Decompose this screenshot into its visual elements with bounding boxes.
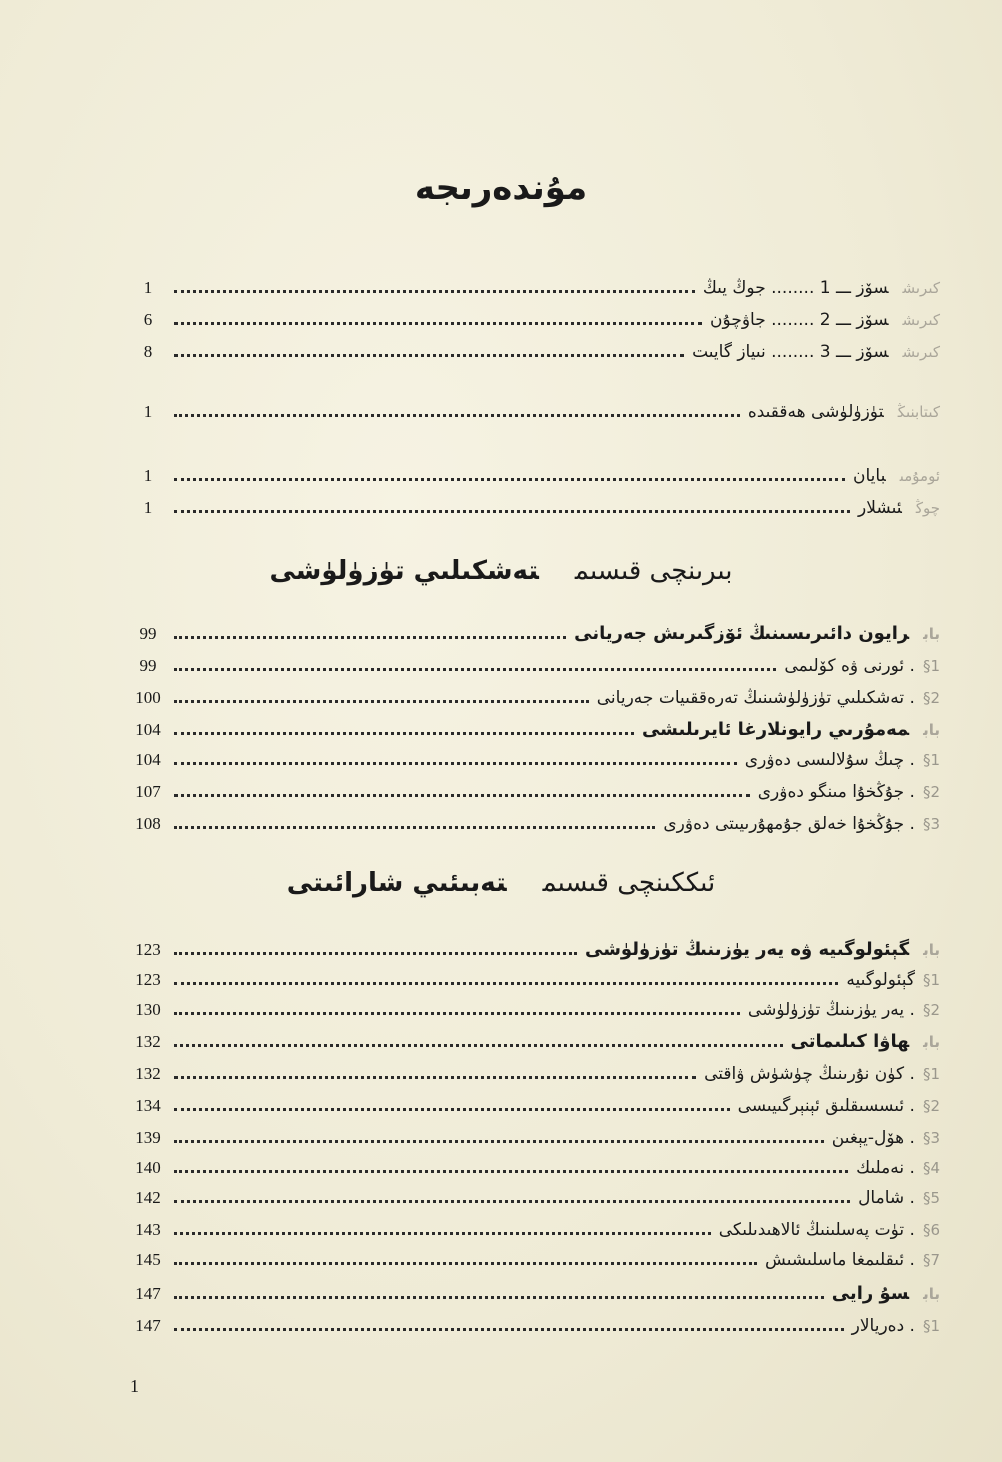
toc-section-mark: 1§ (922, 751, 940, 769)
toc-entry-title: گېئولوگىيە (846, 970, 915, 990)
toc-entry (128, 464, 940, 488)
toc-entry-text (748, 400, 940, 424)
leader-dots (174, 1328, 844, 1331)
toc-page-number: 132 (135, 1032, 161, 1051)
toc-entry-text (784, 654, 940, 678)
toc-entry-title: سۆز ـــ 3 ........ نىياز گايىت (692, 342, 889, 362)
leader-dots (174, 636, 566, 639)
toc-section-mark: 1§ (922, 657, 940, 675)
toc-entry-text (692, 340, 940, 364)
toc-entry (128, 1126, 940, 1150)
toc-entry-title: . تۈت پەسلىنىڭ ئالاھىدىلىكى (718, 1220, 915, 1240)
leader-dots (174, 1200, 850, 1203)
toc-page-number: 1 (143, 402, 153, 421)
part-2-label: ئىككىنچى قىسىم (542, 868, 716, 898)
toc-section-mark: 6§ (922, 1221, 940, 1239)
toc-entry-prefix: چوڭ (915, 499, 940, 517)
toc-page-number: 1 (143, 278, 153, 297)
toc-entry (128, 968, 940, 992)
toc-entry-title: . نەملىك (856, 1158, 915, 1178)
toc-section-mark: 4§ (922, 1159, 940, 1177)
toc-entry-text (574, 622, 940, 646)
toc-entry-title: . جۇڭخۇا خەلق جۇمھۇرىيىتى دەۋرى (663, 814, 915, 834)
toc-entry (128, 1248, 940, 1272)
leader-dots (174, 1262, 757, 1265)
toc-entry (128, 1282, 940, 1306)
toc-entry (128, 400, 940, 424)
toc-entry-title: . ئىقلىمغا ماسلىشىش (765, 1250, 915, 1270)
toc-page-number: 6 (143, 310, 153, 329)
toc-page-number: 1 (143, 466, 153, 485)
toc-entry-title: . كۈن نۇرىنىڭ چۈشۈش ۋاقتى (704, 1064, 915, 1084)
toc-page-number: 132 (135, 1064, 161, 1083)
toc-page-number: 108 (135, 814, 161, 833)
leader-dots (174, 762, 737, 765)
toc-page-number: 8 (143, 342, 153, 361)
toc-entry (128, 308, 940, 332)
toc-entry-text (853, 464, 940, 488)
toc-entry-title: . تەشكىلىي تۈزۈلۈشىنىڭ تەرەققىيات جەريانى (596, 688, 915, 708)
leader-dots (174, 1140, 824, 1143)
part-1-label: بىرىنچى قىسىم (574, 556, 733, 586)
toc-page-number: 99 (139, 624, 157, 643)
toc-page-number: 143 (135, 1220, 161, 1239)
toc-entry-title: گېئولوگىيە ۋە يەر يۈزىنىڭ تۈزۈلۈشى (585, 939, 910, 960)
toc-entry-text (791, 1030, 940, 1054)
leader-dots (174, 1076, 696, 1079)
toc-entry-title: . ئىسسىقلىق ئېنېرگىيىسى (737, 1096, 915, 1116)
toc-entry (128, 812, 940, 836)
toc-section-mark: 3§ (922, 815, 940, 833)
toc-entry-prefix: باب (923, 1033, 940, 1051)
toc-entry (128, 1030, 940, 1054)
leader-dots (174, 414, 740, 417)
toc-entry-text (748, 998, 940, 1022)
toc-entry-prefix: كىرىش (902, 311, 940, 329)
page-number: 1 (130, 1376, 139, 1396)
leader-dots (174, 1108, 730, 1111)
toc-section-mark: 1§ (922, 971, 940, 989)
toc-entry-text (703, 276, 940, 300)
toc-entry-title: . چىڭ سۇلالىسى دەۋرى (744, 750, 915, 770)
toc-entry-text (597, 686, 940, 710)
toc-page-number: 1 (143, 498, 153, 517)
toc-entry (128, 340, 940, 364)
toc-entry (128, 1062, 940, 1086)
part-1-heading (0, 556, 1002, 586)
leader-dots (174, 982, 838, 985)
part-1-name: تەشكىلىي تۈزۈلۈشى (269, 556, 539, 586)
toc-entry (128, 622, 940, 646)
toc-entry-prefix: ئومۇمى (899, 467, 940, 485)
toc-entry-prefix: باب (923, 721, 940, 739)
toc-page-number: 145 (135, 1250, 161, 1269)
toc-entry-title: . ئورنى ۋە كۆلىمى (784, 656, 915, 676)
toc-entry (128, 1094, 940, 1118)
toc-entry-title: . جۇڭخۇا مىنگو دەۋرى (757, 782, 915, 802)
toc-entry (128, 718, 940, 742)
leader-dots (174, 794, 750, 797)
toc-section-mark: 2§ (922, 1097, 940, 1115)
toc-entry-text (832, 1126, 940, 1150)
leader-dots (174, 700, 589, 703)
toc-section-mark: 1§ (922, 1317, 940, 1335)
leader-dots (174, 952, 577, 955)
leader-dots (174, 354, 684, 357)
toc-entry-text (852, 1314, 940, 1338)
toc-entry-text (585, 938, 940, 962)
leader-dots (174, 732, 634, 735)
toc-entry (128, 654, 940, 678)
toc-entry-prefix: باب (923, 625, 940, 643)
toc-entry (128, 1156, 940, 1180)
leader-dots (174, 1012, 740, 1015)
toc-entry-title: ھاۋا كىلىماتى (790, 1031, 910, 1052)
toc-entry-title: . دەريالار (851, 1316, 915, 1336)
toc-entry-text (710, 308, 940, 332)
toc-page-number: 99 (139, 656, 157, 675)
leader-dots (174, 322, 702, 325)
toc-page-number: 130 (135, 1000, 161, 1019)
toc-page-number: 123 (135, 970, 161, 989)
toc-page-number: 147 (135, 1316, 161, 1335)
toc-entry-text (846, 968, 940, 992)
leader-dots (174, 478, 845, 481)
toc-entry-title: تۈزۈلۈشى ھەققىدە (747, 402, 884, 422)
toc-entry (128, 1218, 940, 1242)
toc-entry-title: سۆز ـــ 1 ........ جوڭ يىڭ (702, 278, 889, 298)
toc-entry-text (765, 1248, 940, 1272)
toc-entry-text (832, 1282, 940, 1306)
toc-entry-title: رايون دائىرىسىنىڭ ئۆزگىرىش جەريانى (574, 623, 910, 644)
leader-dots (174, 1170, 848, 1173)
toc-entry-text (858, 1186, 940, 1210)
leader-dots (174, 826, 655, 829)
toc-section-mark: 2§ (922, 689, 940, 707)
toc-page-number: 100 (135, 688, 161, 707)
part-2-heading (0, 868, 1002, 898)
toc-page-number: 134 (135, 1096, 161, 1115)
toc-entry-text (663, 812, 940, 836)
toc-entry-title: . يەر يۈزىنىڭ تۈزۈلۈشى (747, 1000, 915, 1020)
toc-entry (128, 1314, 940, 1338)
toc-page-number: 142 (135, 1188, 161, 1207)
toc-page-number: 140 (135, 1158, 161, 1177)
toc-page-number: 104 (135, 750, 161, 769)
leader-dots (174, 668, 776, 671)
toc-entry-prefix: كىرىش (902, 343, 940, 361)
leader-dots (174, 290, 695, 293)
toc-section-mark: 3§ (922, 1129, 940, 1147)
toc-entry-text (856, 1156, 940, 1180)
toc-section-mark: 7§ (922, 1251, 940, 1269)
toc-entry-text (719, 1218, 940, 1242)
toc-entry-text (858, 496, 940, 520)
toc-entry-title: بايان (853, 466, 886, 486)
leader-dots (174, 510, 850, 513)
toc-entry (128, 276, 940, 300)
toc-entry-text (758, 780, 940, 804)
toc-entry (128, 748, 940, 772)
toc-entry (128, 1186, 940, 1210)
leader-dots (174, 1232, 711, 1235)
toc-entry-prefix: باب (923, 1285, 940, 1303)
toc-page-number: 139 (135, 1128, 161, 1147)
toc-section-mark: 2§ (922, 1001, 940, 1019)
toc-entry (128, 998, 940, 1022)
toc-section-mark: 2§ (922, 783, 940, 801)
toc-entry-prefix: باب (923, 941, 940, 959)
toc-entry-title: ئىشلار (858, 498, 902, 518)
part-2-name: تەبىئىي شارائىتى (286, 868, 507, 898)
leader-dots (174, 1044, 783, 1047)
toc-entry-title: سۇ رايى (831, 1283, 910, 1304)
toc-entry-prefix: كىرىش (902, 279, 940, 297)
toc-entry (128, 780, 940, 804)
toc-entry-title: . ھۆل-يېغىن (831, 1128, 915, 1148)
toc-entry-title: . شامال (858, 1188, 915, 1208)
toc-entry-prefix: كىتابنىڭ (897, 403, 940, 421)
toc-entry (128, 496, 940, 520)
toc-page-number: 147 (135, 1284, 161, 1303)
toc-entry-title: مەمۇرىي رايونلارغا ئايرىلىشى (641, 719, 910, 740)
toc-section-mark: 5§ (922, 1189, 940, 1207)
toc-entry (128, 938, 940, 962)
toc-entry-title: سۆز ـــ 2 ........ جاۋچۇن (710, 310, 889, 330)
leader-dots (174, 1296, 824, 1299)
toc-page-number: 104 (135, 720, 161, 739)
page-title: مۇندەرىجە (414, 168, 588, 208)
toc-entry-text (704, 1062, 940, 1086)
toc-entry-text (642, 718, 940, 742)
toc-section-mark: 1§ (922, 1065, 940, 1083)
toc-page-number: 107 (135, 782, 161, 801)
toc-entry-text (745, 748, 940, 772)
toc-entry (128, 686, 940, 710)
toc-entry-text (738, 1094, 940, 1118)
toc-page-number: 123 (135, 940, 161, 959)
